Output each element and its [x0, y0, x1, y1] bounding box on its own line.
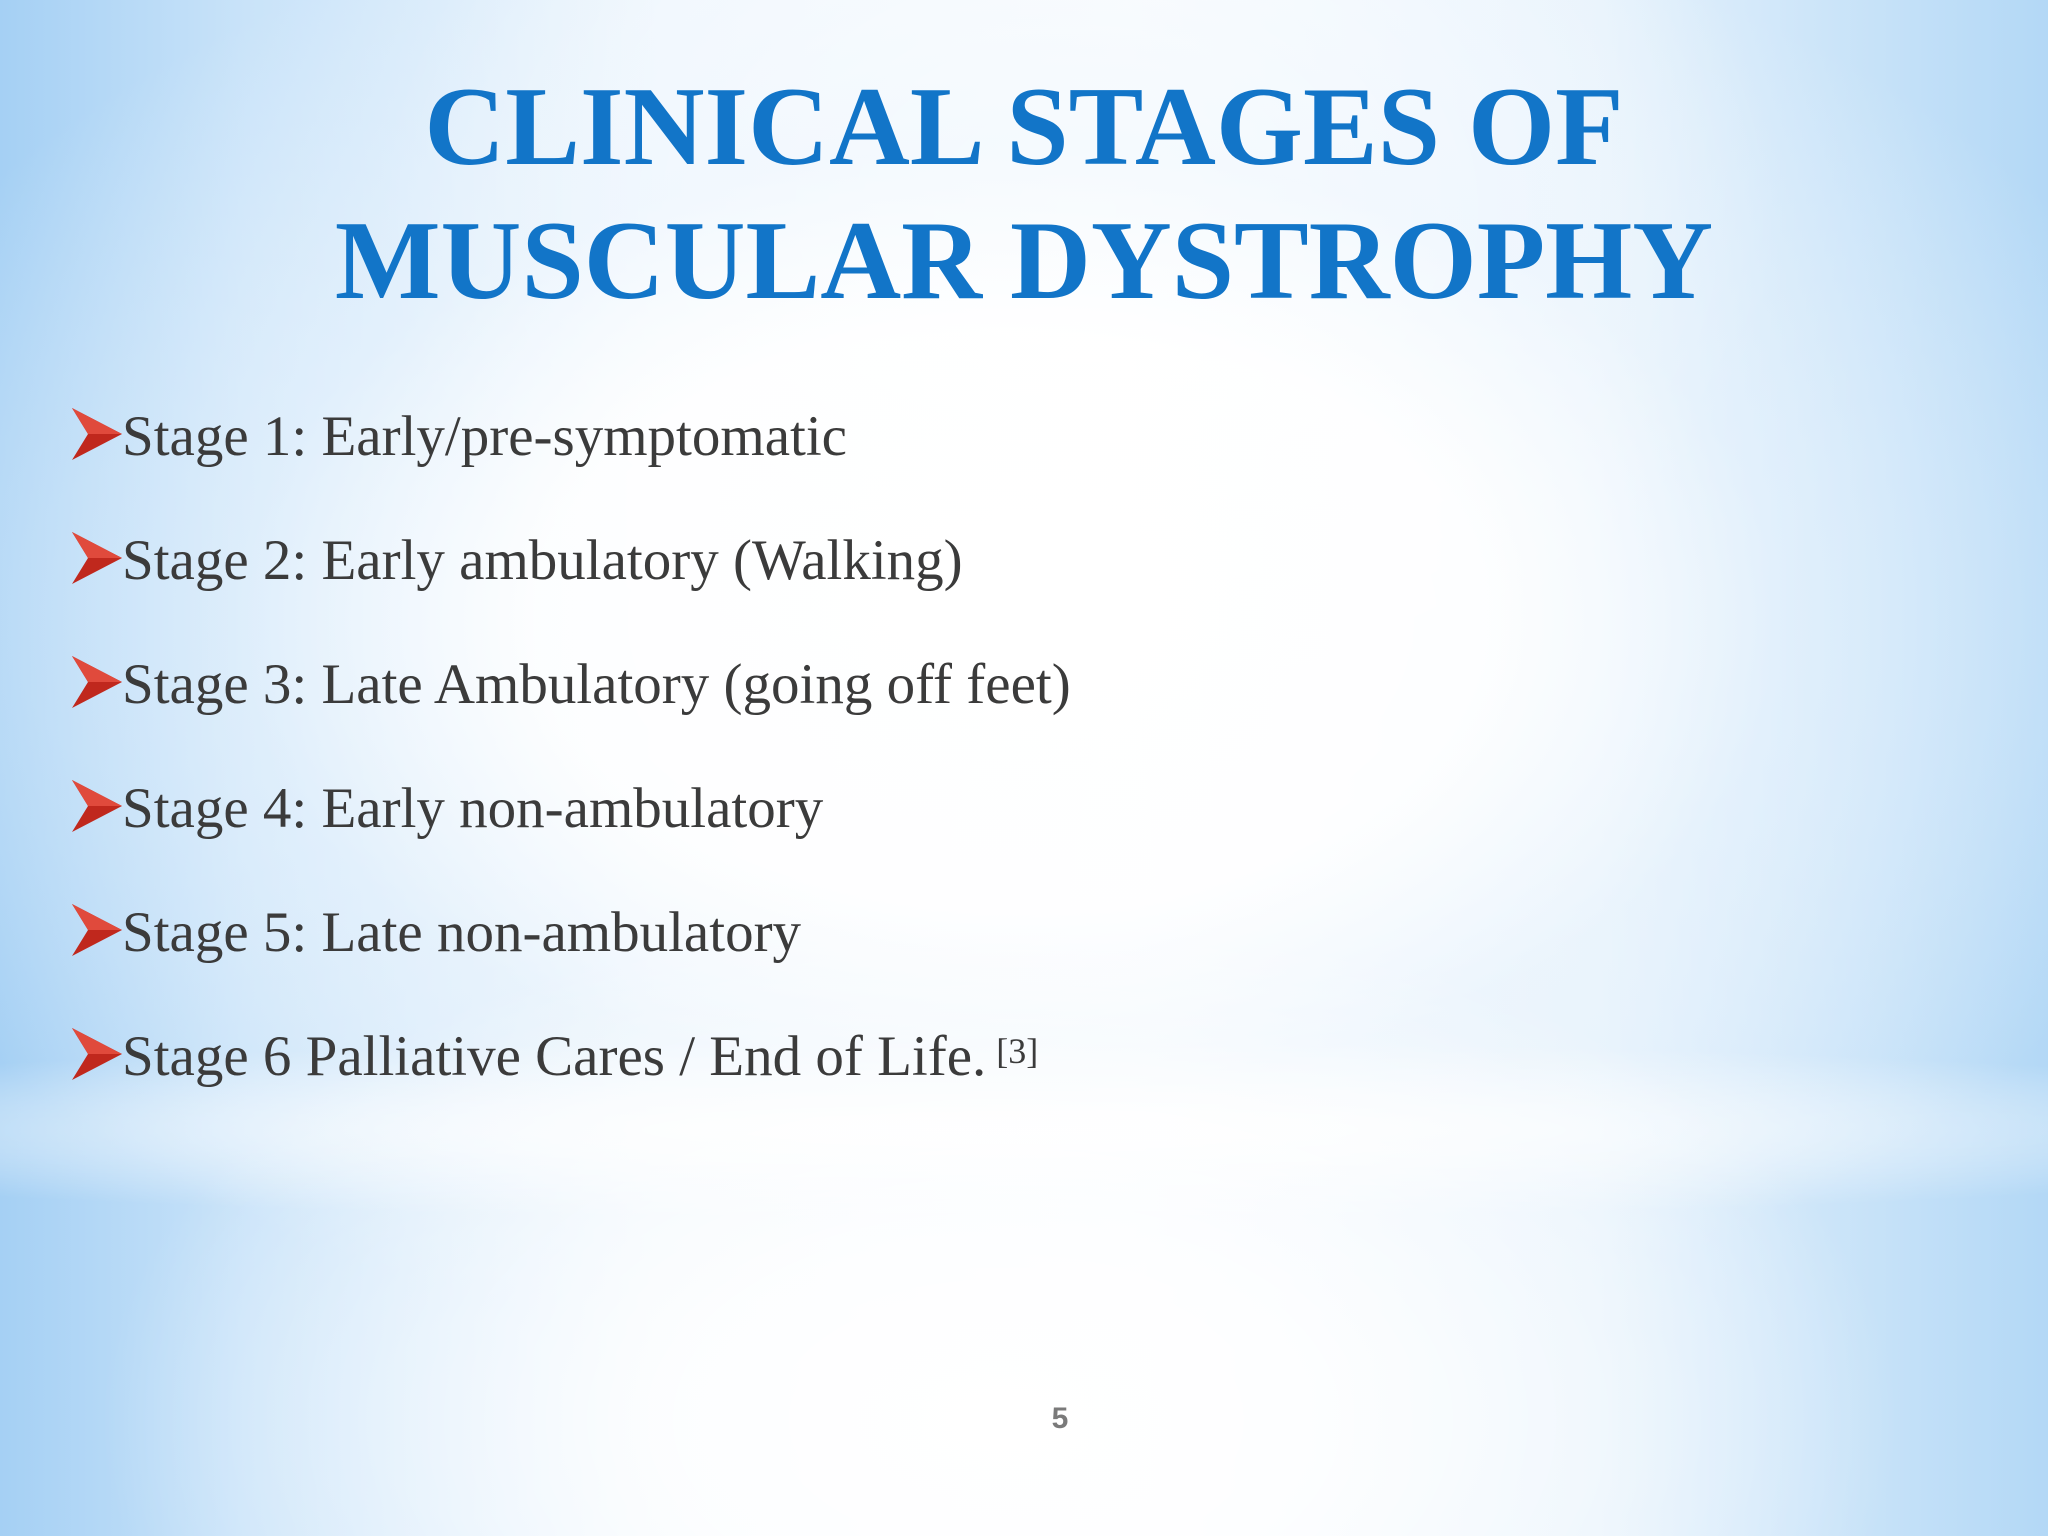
list-item-text: Stage 5: Late non-ambulatory: [122, 901, 802, 964]
page-number: 5: [1051, 1402, 1069, 1435]
slide-title-line-1: CLINICAL STAGES OF: [424, 65, 1624, 189]
list-item: [70, 768, 1071, 892]
list-item: [70, 520, 1071, 644]
list-item-text: Stage 1: Early/pre-symptomatic: [122, 405, 847, 468]
list-item-text: [122, 1016, 1038, 1098]
arrowhead-bullet-icon: [70, 404, 124, 464]
list-item: [70, 644, 1071, 768]
list-item-text: Stage 3: Late Ambulatory (going off feet): [122, 653, 1071, 716]
arrowhead-bullet-icon: [70, 652, 124, 712]
slide-title: [0, 60, 2048, 328]
list-item-main-text: Stage 6 Palliative Cares / End of Life.: [122, 1025, 987, 1088]
slide-title-line-2: MUSCULAR DYSTROPHY: [334, 199, 1714, 323]
citation-reference: [3]: [996, 1031, 1039, 1071]
arrowhead-bullet-icon: [70, 1024, 124, 1084]
list-item-text: Stage 2: Early ambulatory (Walking): [122, 529, 963, 592]
arrowhead-bullet-icon: [70, 528, 124, 588]
list-item-text: Stage 4: Early non-ambulatory: [122, 777, 824, 840]
arrowhead-bullet-icon: [70, 900, 124, 960]
list-item: [70, 396, 1071, 520]
stage-list: [70, 396, 1071, 1140]
list-item: [70, 1016, 1071, 1140]
arrowhead-bullet-icon: [70, 776, 124, 836]
list-item: [70, 892, 1071, 1016]
